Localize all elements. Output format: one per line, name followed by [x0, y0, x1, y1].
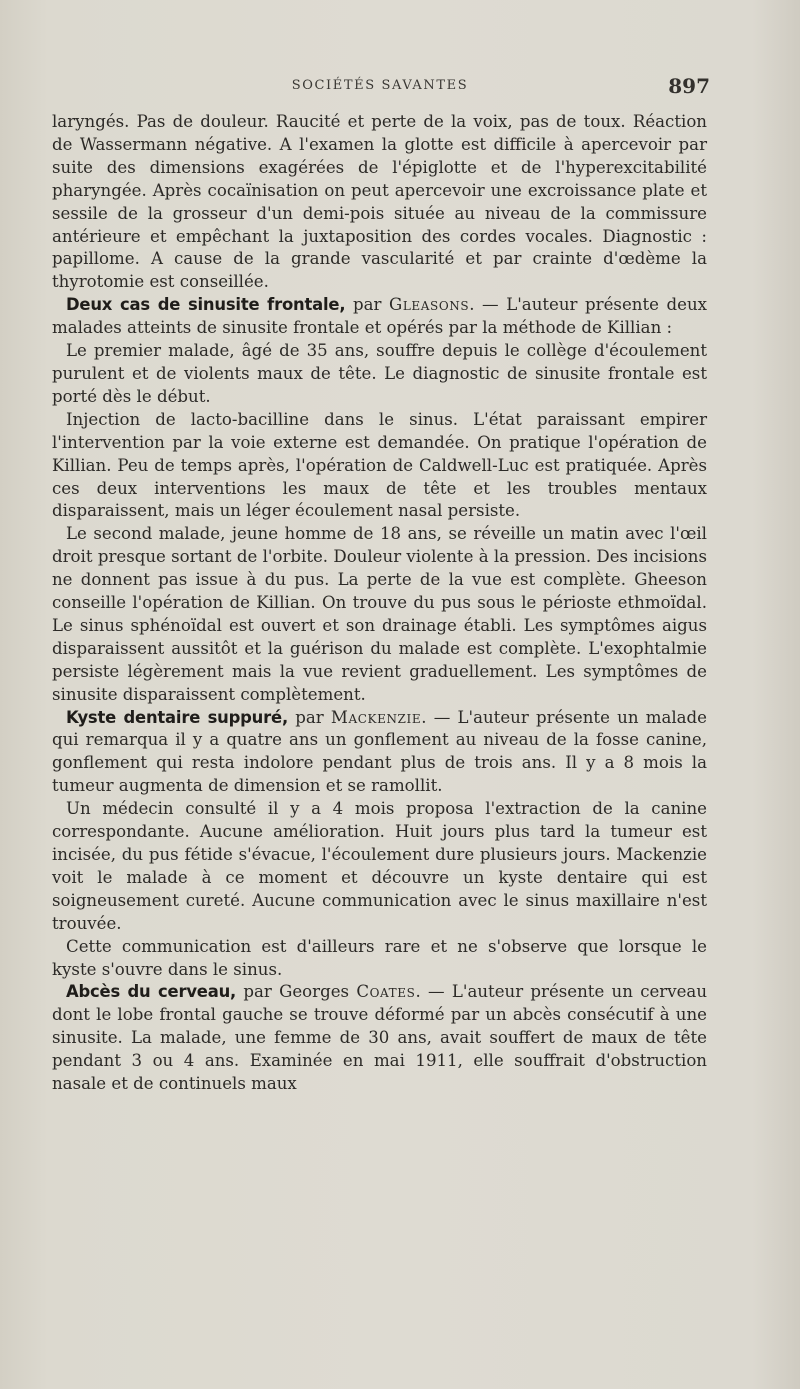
paragraph-brain-abscess	[52, 981, 707, 1096]
author-prefix: par	[287, 707, 331, 727]
section-heading-brain-abscess: Abcès du cerveau,	[66, 982, 237, 1002]
author-name: Mackenzie	[330, 707, 422, 727]
paragraph-second-patient: Le second malade, jeune homme de 18 ans, se réveille un matin avec l'œil droit presque sortant de l'orbite. Douleur violente à la pression. Des incisions ne donnent pas issue à du pus. La perte de la vue est complète. Gheeson conseille l'opération de Killian. On trouve du pus sous le périoste ethmoïdal. Le sinus sphénoïdal est ouvert et son drainage établi. Les symptômes aigus disparaissent aussitôt et la guérison du malade est complète. L'exophtalmie persiste légèrement mais la vue revient graduellement. Les symptômes de sinusite disparaissent complètement.	[52, 524, 707, 704]
section-heading-frontal-sinusitis: Deux cas de sinusite frontale,	[66, 295, 346, 315]
section-heading-dental-cyst: Kyste dentaire suppuré,	[66, 707, 288, 727]
author-name: Gleasons	[388, 295, 470, 315]
running-title: SOCIÉTÉS SAVANTES	[291, 78, 469, 93]
paragraph-text: . — L'auteur présente un malade qui remarqua il y a quatre ans un gonflement au niveau de la fosse canine, gonflement qui resta indolore pendant plus de trois ans. Il y a 8 mois la tumeur augmenta de dimension et se ramollit.	[52, 707, 708, 796]
paragraph-frontal-sinusitis	[52, 294, 707, 340]
paragraph-laryngeal-case: laryngés. Pas de douleur. Raucité et perte de la voix, pas de toux. Réaction de Wassermann négative. A l'examen la glotte est difficile à apercevoir par suite des dimensions exagérées de l'épiglotte et de l'hyperexcitabilité pharyngée. Après cocaïnisation on peut apercevoir une excroissance plate et sessile de la grosseur d'un demi-pois située au niveau de la commissure antérieure et empêchant la juxtaposition des cordes vocales. Diagnostic : papillome. A cause de la grande vascularité et par crainte d'œdème la thyrotomie est conseillée.	[52, 112, 707, 292]
author-prefix: par	[345, 295, 389, 315]
paragraph-physician-consulted: Un médecin consulté il y a 4 mois proposa l'extraction de la canine correspondante. Aucune amélioration. Huit jours plus tard la tumeur est incisée, du pus fétide s'évacue, l'écoulement dure plusieurs jours. Mackenzie voit le malade à ce moment et découvre un kyste dentaire qui est soigneusement cureté. Aucune communication avec le sinus maxillaire n'est trouvée.	[52, 799, 707, 933]
paragraph-injection: Injection de lacto-bacilline dans le sinus. L'état paraissant empirer l'intervention par la voie externe est demandée. On pratique l'opération de Killian. Peu de temps après, l'opération de Caldwell-Luc est pratiquée. Après ces deux interventions les maux de tête et les troubles mentaux disparaissent, mais un léger écoulement nasal persiste.	[52, 409, 707, 521]
article-body	[52, 111, 707, 1096]
author-prefix: par Georges	[236, 982, 357, 1002]
paragraph-dental-cyst	[52, 707, 707, 799]
author-name: Coates	[356, 982, 416, 1002]
page-number: 897	[668, 74, 710, 98]
paragraph-text: . — L'auteur présente deux malades atteints de sinusite frontale et opérés par la méthode de Killian :	[52, 295, 707, 338]
paragraph-text: . — L'auteur présente un cerveau dont le lobe frontal gauche se trouve déformé par un abcès consécutif à une sinusite. La malade, une femme de 30 ans, avait souffert de maux de tête pendant 3 ou 4 ans. Examinée en mai 1911, elle souffrait d'obstruction nasale et de continuels maux	[52, 982, 708, 1094]
paragraph-first-patient: Le premier malade, âgé de 35 ans, souffre depuis le collège d'écoulement purulent et de violents maux de tête. Le diagnostic de sinusite frontale est porté dès le début.	[52, 341, 707, 406]
paragraph-communication-note: Cette communication est d'ailleurs rare et ne s'observe que lorsque le kyste s'ouvre dans le sinus.	[52, 936, 707, 979]
page-header	[50, 74, 710, 102]
